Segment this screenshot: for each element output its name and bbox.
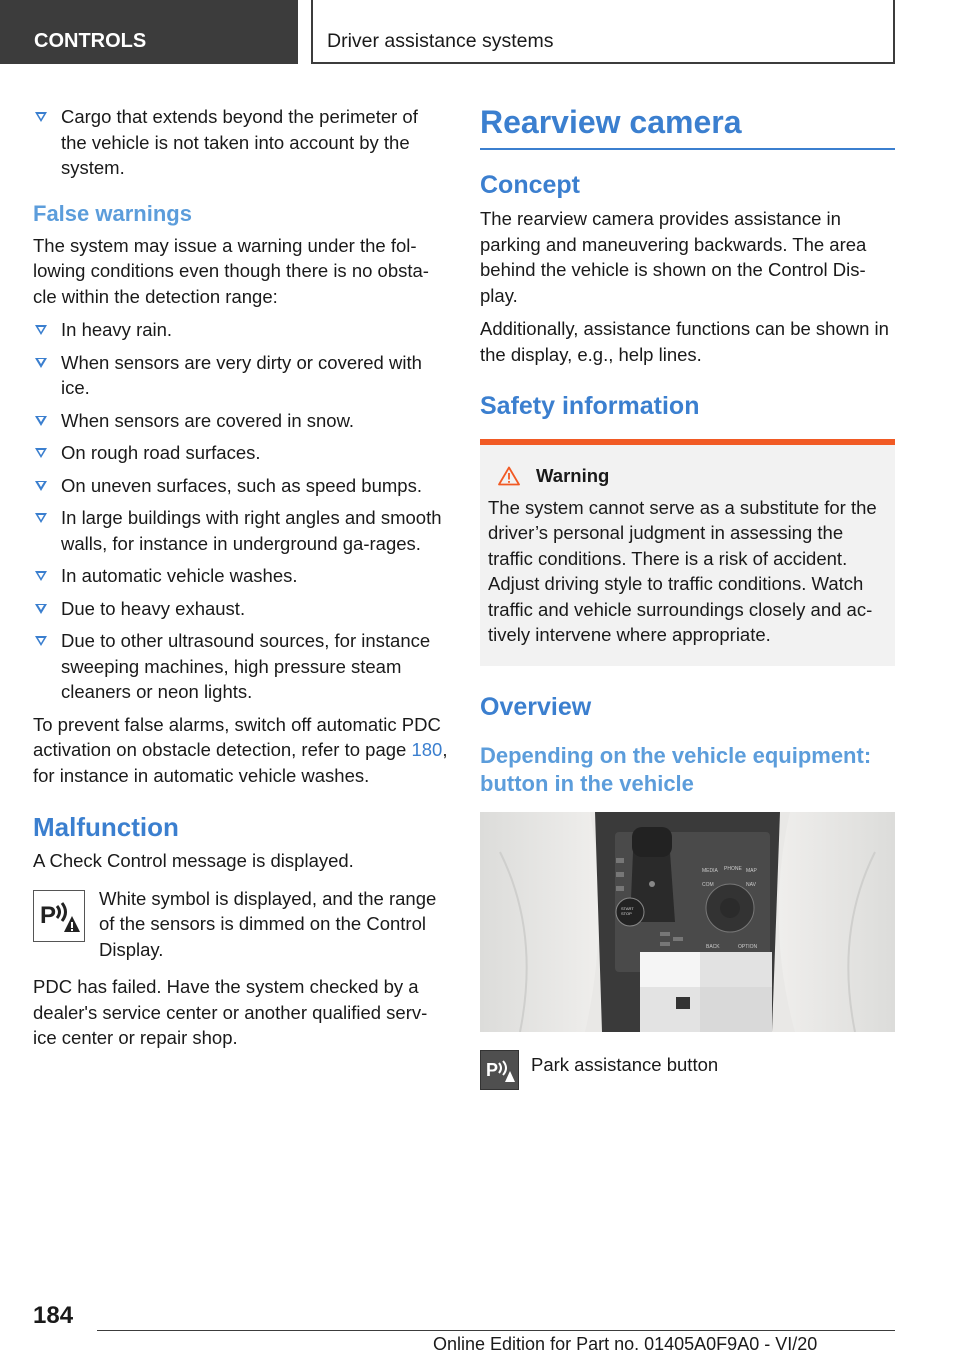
- concept-paragraph-1: The rearview camera provides assistance in parking and maneuvering backwards. The area behind the vehicle is shown on the Control Dis‐play.: [480, 208, 867, 306]
- overview-subheading: Depending on the vehicle equipment: button in the vehicle: [480, 742, 872, 796]
- bullet-triangle-icon: [35, 481, 47, 491]
- warning-header: [488, 463, 887, 489]
- malfunction-text: A Check Control message is displayed.: [33, 850, 354, 871]
- svg-text:NAV: NAV: [746, 881, 756, 888]
- left-column: [33, 104, 448, 1059]
- bullet-triangle-icon: [35, 325, 47, 335]
- false-warnings-heading: False warnings: [33, 200, 192, 226]
- svg-text:BACK: BACK: [706, 943, 720, 950]
- page-number: 184: [33, 1302, 74, 1329]
- safety-heading: Safety information: [480, 392, 700, 420]
- list-item: When sensors are covered in snow.: [33, 408, 448, 434]
- park-assist-row: [480, 1050, 895, 1090]
- false-warnings-list: [33, 317, 448, 705]
- svg-text:STOP: STOP: [621, 910, 632, 916]
- title-divider: [480, 148, 895, 150]
- chapter-tab: [311, 0, 895, 64]
- pdc-symbol-text: White symbol is displayed, and the range of the sensors is dimmed on the Control Display.: [99, 887, 437, 960]
- svg-text:MAP: MAP: [746, 867, 757, 874]
- svg-text:P: P: [40, 901, 57, 929]
- concept-heading: Concept: [480, 171, 580, 199]
- svg-text:P: P: [485, 1059, 498, 1080]
- warning-triangle-icon: [498, 466, 520, 486]
- pdc-failed-text: PDC has failed. Have the system checked by a dealer's service center or another qualified serv‐ice center or repair shop.: [33, 976, 428, 1048]
- list-item: Cargo that extends beyond the perimeter of the vehicle is not taken into account by the system.: [33, 104, 448, 181]
- bullet-triangle-icon: [35, 513, 47, 523]
- svg-text:OPTION: OPTION: [738, 943, 758, 950]
- bullet-triangle-icon: [35, 358, 47, 368]
- bullet-triangle-icon: [35, 636, 47, 646]
- page-title: Rearview camera: [480, 104, 742, 140]
- cargo-list: [33, 104, 448, 181]
- pdc-warning-icon: [33, 890, 85, 942]
- list-item: On uneven surfaces, such as speed bumps.: [33, 473, 448, 499]
- park-assist-caption: Park assistance button: [531, 1053, 719, 1075]
- park-assist-icon: [480, 1050, 519, 1090]
- list-item: On rough road surfaces.: [33, 440, 448, 466]
- warning-box: [480, 439, 895, 666]
- edition-text: Online Edition for Part no. 01405A0F9A0 - VI/20: [433, 1334, 818, 1354]
- prevent-false-alarms-text: To prevent false alarms, switch off automatic PDC activation on obstacle detection, refer to page 180, for instance in automatic vehicle washes.: [33, 713, 448, 786]
- warning-text: The system cannot serve as a substitute for the driver’s personal judgment in assessing the traffic conditions. There is a risk of accident. Adjust driving style to traffic conditions. Watch traffic and vehicle surroundings closely and ac‐tively intervene where appropriate.: [488, 496, 877, 645]
- svg-text:PHONE: PHONE: [724, 865, 742, 872]
- svg-text:MEDIA: MEDIA: [702, 867, 718, 874]
- warning-label: Warning: [536, 465, 610, 486]
- bullet-triangle-icon: [35, 112, 47, 122]
- list-item: When sensors are very dirty or covered with ice.: [33, 350, 448, 401]
- pdc-symbol-row: [33, 886, 448, 963]
- section-title: CONTROLS: [34, 30, 147, 52]
- bullet-triangle-icon: [35, 448, 47, 458]
- chapter-title: Driver assistance systems: [327, 30, 554, 52]
- list-item: Due to heavy exhaust.: [33, 596, 448, 622]
- section-tab: [0, 0, 298, 64]
- bullet-triangle-icon: [35, 604, 47, 614]
- bullet-triangle-icon: [35, 571, 47, 581]
- list-item: Due to other ultrasound sources, for instance sweeping machines, high pressure steam cleaners or neon lights.: [33, 628, 448, 705]
- center-console-photo: [480, 812, 895, 1032]
- footer-divider: [97, 1330, 895, 1331]
- list-item: In automatic vehicle washes.: [33, 563, 448, 589]
- list-item: In large buildings with right angles and smooth walls, for instance in underground ga‐rages.: [33, 505, 448, 556]
- page-link-180[interactable]: 180: [411, 739, 443, 760]
- overview-heading: Overview: [480, 692, 592, 721]
- concept-paragraph-2: Additionally, assistance functions can be shown in the display, e.g., help lines.: [480, 318, 889, 365]
- malfunction-heading: Malfunction: [33, 812, 179, 842]
- svg-text:START: START: [621, 905, 634, 911]
- bullet-triangle-icon: [35, 416, 47, 426]
- right-column: [480, 100, 895, 1090]
- list-item: In heavy rain.: [33, 317, 448, 343]
- svg-text:COM: COM: [702, 881, 714, 888]
- false-warnings-intro: The system may issue a warning under the fol‐lowing conditions even though there is no obsta‐cle within the detection range:: [33, 234, 429, 307]
